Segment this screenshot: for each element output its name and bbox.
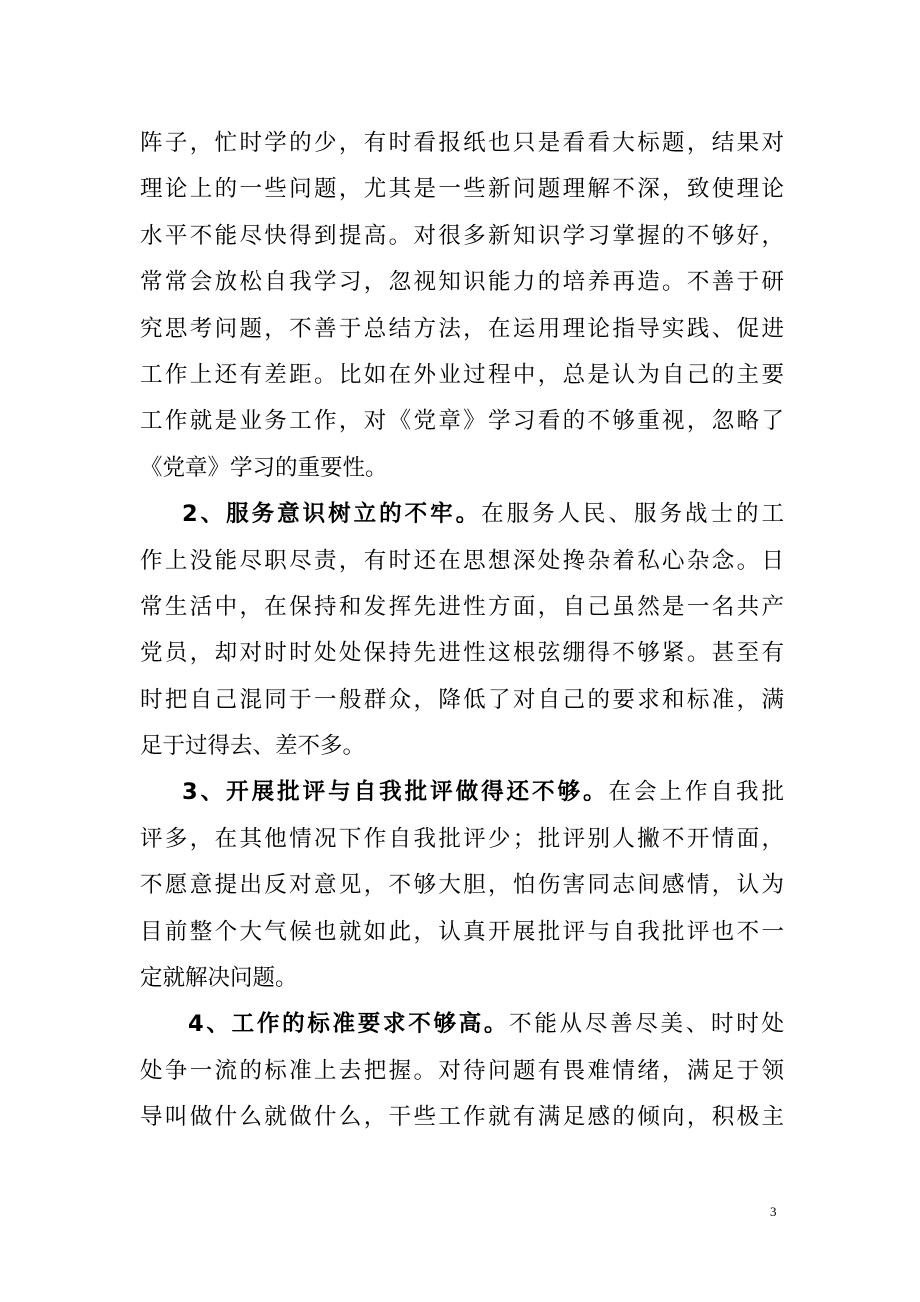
text-line: 《党章》学习的重要性。: [140, 454, 388, 481]
text-line: 时把自己混同于一般群众，降低了对自己的要求和标准，满: [140, 686, 784, 713]
text-line: 导叫做什么就做什么，干些工作就有满足感的倾向，积极主: [140, 1104, 784, 1131]
paragraph-first-line: [140, 769, 784, 815]
paragraph-first-line: [140, 1001, 784, 1047]
text-line: 常常会放松自我学习，忽视知识能力的培养再造。不善于研: [140, 269, 784, 296]
text-line: 作上没能尽职尽责，有时还在思想深处搀杂着私心杂念。日: [140, 547, 784, 574]
text-run: 在服务人民、服务战士的工: [481, 501, 784, 528]
text-line: 工作上还有差距。比如在外业过程中，总是认为自己的主要: [140, 361, 784, 388]
text-line: 水平不能尽快得到提高。对很多新知识学习掌握的不够好，: [140, 222, 784, 249]
text-line: 理论上的一些问题，尤其是一些新问题理解不深，致使理论: [140, 176, 784, 203]
page-number: 3: [770, 1204, 777, 1219]
paragraph-point-2: [140, 491, 784, 769]
point-heading: 2、服务意识树立的不牢。: [182, 501, 482, 528]
text-line: 目前整个大气候也就如此，认真开展批评与自我批评也不一: [140, 918, 784, 945]
paragraph-first-line: [140, 491, 784, 537]
text-line: 究思考问题，不善于总结方法，在运用理论指导实践、促进: [140, 315, 784, 342]
text-line: 处争一流的标准上去把握。对待问题有畏难情绪，满足于领: [140, 1057, 784, 1084]
paragraph-point-3: [140, 769, 784, 1001]
point-heading: 3、开展批评与自我批评做得还不够。: [182, 779, 609, 806]
text-line: 常生活中，在保持和发挥先进性方面，自己虽然是一名共产: [140, 593, 784, 620]
text-line: 足于过得去、差不多。: [140, 733, 366, 760]
text-line: 阵子，忙时学的少，有时看报纸也只是看看大标题，结果对: [140, 130, 784, 156]
text-line: 定就解决问题。: [140, 965, 298, 992]
text-run: 不能从尽善尽美、时时处: [509, 1011, 784, 1038]
document-body: [140, 120, 784, 1141]
point-heading: 4、工作的标准要求不够高。: [188, 1011, 510, 1038]
text-line: 党员，却对时时处处保持先进性这根弦绷得不够紧。甚至有: [140, 640, 784, 667]
paragraph-point-4: [140, 1001, 784, 1140]
text-line: 不愿意提出反对意见，不够大胆，怕伤害同志间感情，认为: [140, 872, 784, 899]
text-run: 在会上作自我批: [608, 779, 784, 806]
text-line: 评多，在其他情况下作自我批评少；批评别人撇不开情面，: [140, 825, 784, 852]
text-line: 工作就是业务工作，对《党章》学习看的不够重视，忽略了: [140, 408, 784, 435]
paragraph-continuation: [140, 120, 784, 491]
